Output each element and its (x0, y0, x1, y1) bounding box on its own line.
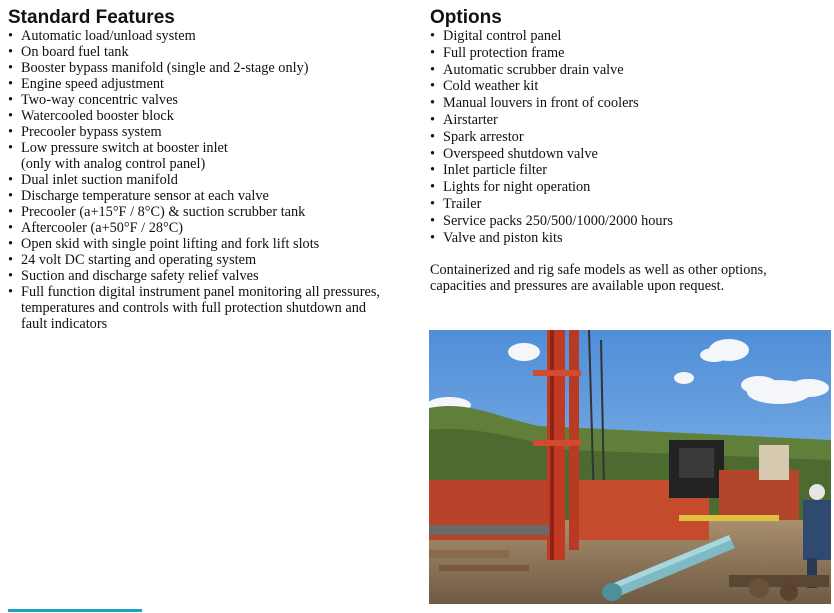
list-item (8, 252, 418, 268)
list-item-text: Full function digital instrument panel monitoring all pressures, (21, 284, 380, 300)
list-item-continuation: (only with analog control panel) (21, 156, 206, 172)
list-item (8, 204, 418, 220)
availability-note (430, 262, 830, 294)
list-item (8, 92, 418, 108)
options-section (430, 8, 830, 246)
list-item (8, 28, 418, 44)
list-item (8, 124, 418, 140)
list-item (8, 284, 418, 332)
list-item-text: Discharge temperature sensor at each valve (21, 188, 269, 204)
list-item (8, 268, 418, 284)
list-item: • Manual louvers in front of coolers (430, 95, 830, 112)
list-item: • Full protection frame (430, 45, 830, 62)
drilling-rig-photo (429, 330, 831, 604)
list-item-text: On board fuel tank (21, 44, 129, 60)
list-item: • Inlet particle filter (430, 162, 830, 179)
list-item: • Spark arrestor (430, 129, 830, 146)
list-item-text: 24 volt DC starting and operating system (21, 252, 257, 268)
list-item: • Trailer (430, 196, 830, 213)
list-item: • Digital control panel (430, 28, 830, 45)
list-item (8, 188, 418, 204)
list-item (8, 76, 418, 92)
list-item (8, 44, 418, 60)
list-item (8, 220, 418, 236)
list-item: • Valve and piston kits (430, 230, 830, 247)
list-item-text: Precooler (a+15°F / 8°C) & suction scrubber tank (21, 204, 306, 220)
list-item: • Overspeed shutdown valve (430, 146, 830, 163)
note-line: capacities and pressures are available upon request. (430, 278, 725, 294)
list-item: • Cold weather kit (430, 78, 830, 95)
list-item-text: Booster bypass manifold (single and 2-stage only) (21, 60, 309, 76)
list-item-text: Two-way concentric valves (21, 92, 178, 108)
list-item-text: Watercooled booster block (21, 108, 174, 124)
standard-features-section (8, 8, 418, 332)
list-item: • Service packs 250/500/1000/2000 hours (430, 213, 830, 230)
list-item (8, 172, 418, 188)
list-item-text: Low pressure switch at booster inlet (21, 140, 228, 156)
list-item-continuation: temperatures and controls with full protection shutdown and (21, 300, 367, 316)
standard-features-heading: Standard Features (8, 7, 175, 28)
list-item-text: Precooler bypass system (21, 124, 162, 140)
list-item-continuation: fault indicators (21, 316, 108, 332)
list-item (8, 140, 418, 172)
standard-features-list (8, 28, 418, 332)
list-item-text: Aftercooler (a+50°F / 28°C) (21, 220, 184, 236)
accent-bar (8, 609, 142, 612)
list-item (8, 108, 418, 124)
list-item-text: Automatic load/unload system (21, 28, 196, 44)
list-item: • Airstarter (430, 112, 830, 129)
list-item (8, 60, 418, 76)
list-item-text: Suction and discharge safety relief valves (21, 268, 259, 284)
list-item (8, 236, 418, 252)
options-heading: Options (430, 7, 502, 28)
list-item: • Lights for night operation (430, 179, 830, 196)
list-item-text: Open skid with single point lifting and fork lift slots (21, 236, 320, 252)
list-item-text: Engine speed adjustment (21, 76, 164, 92)
list-item-text: Dual inlet suction manifold (21, 172, 178, 188)
note-line: Containerized and rig safe models as well as other options, (430, 262, 767, 278)
options-list (430, 28, 830, 246)
list-item: • Automatic scrubber drain valve (430, 62, 830, 79)
